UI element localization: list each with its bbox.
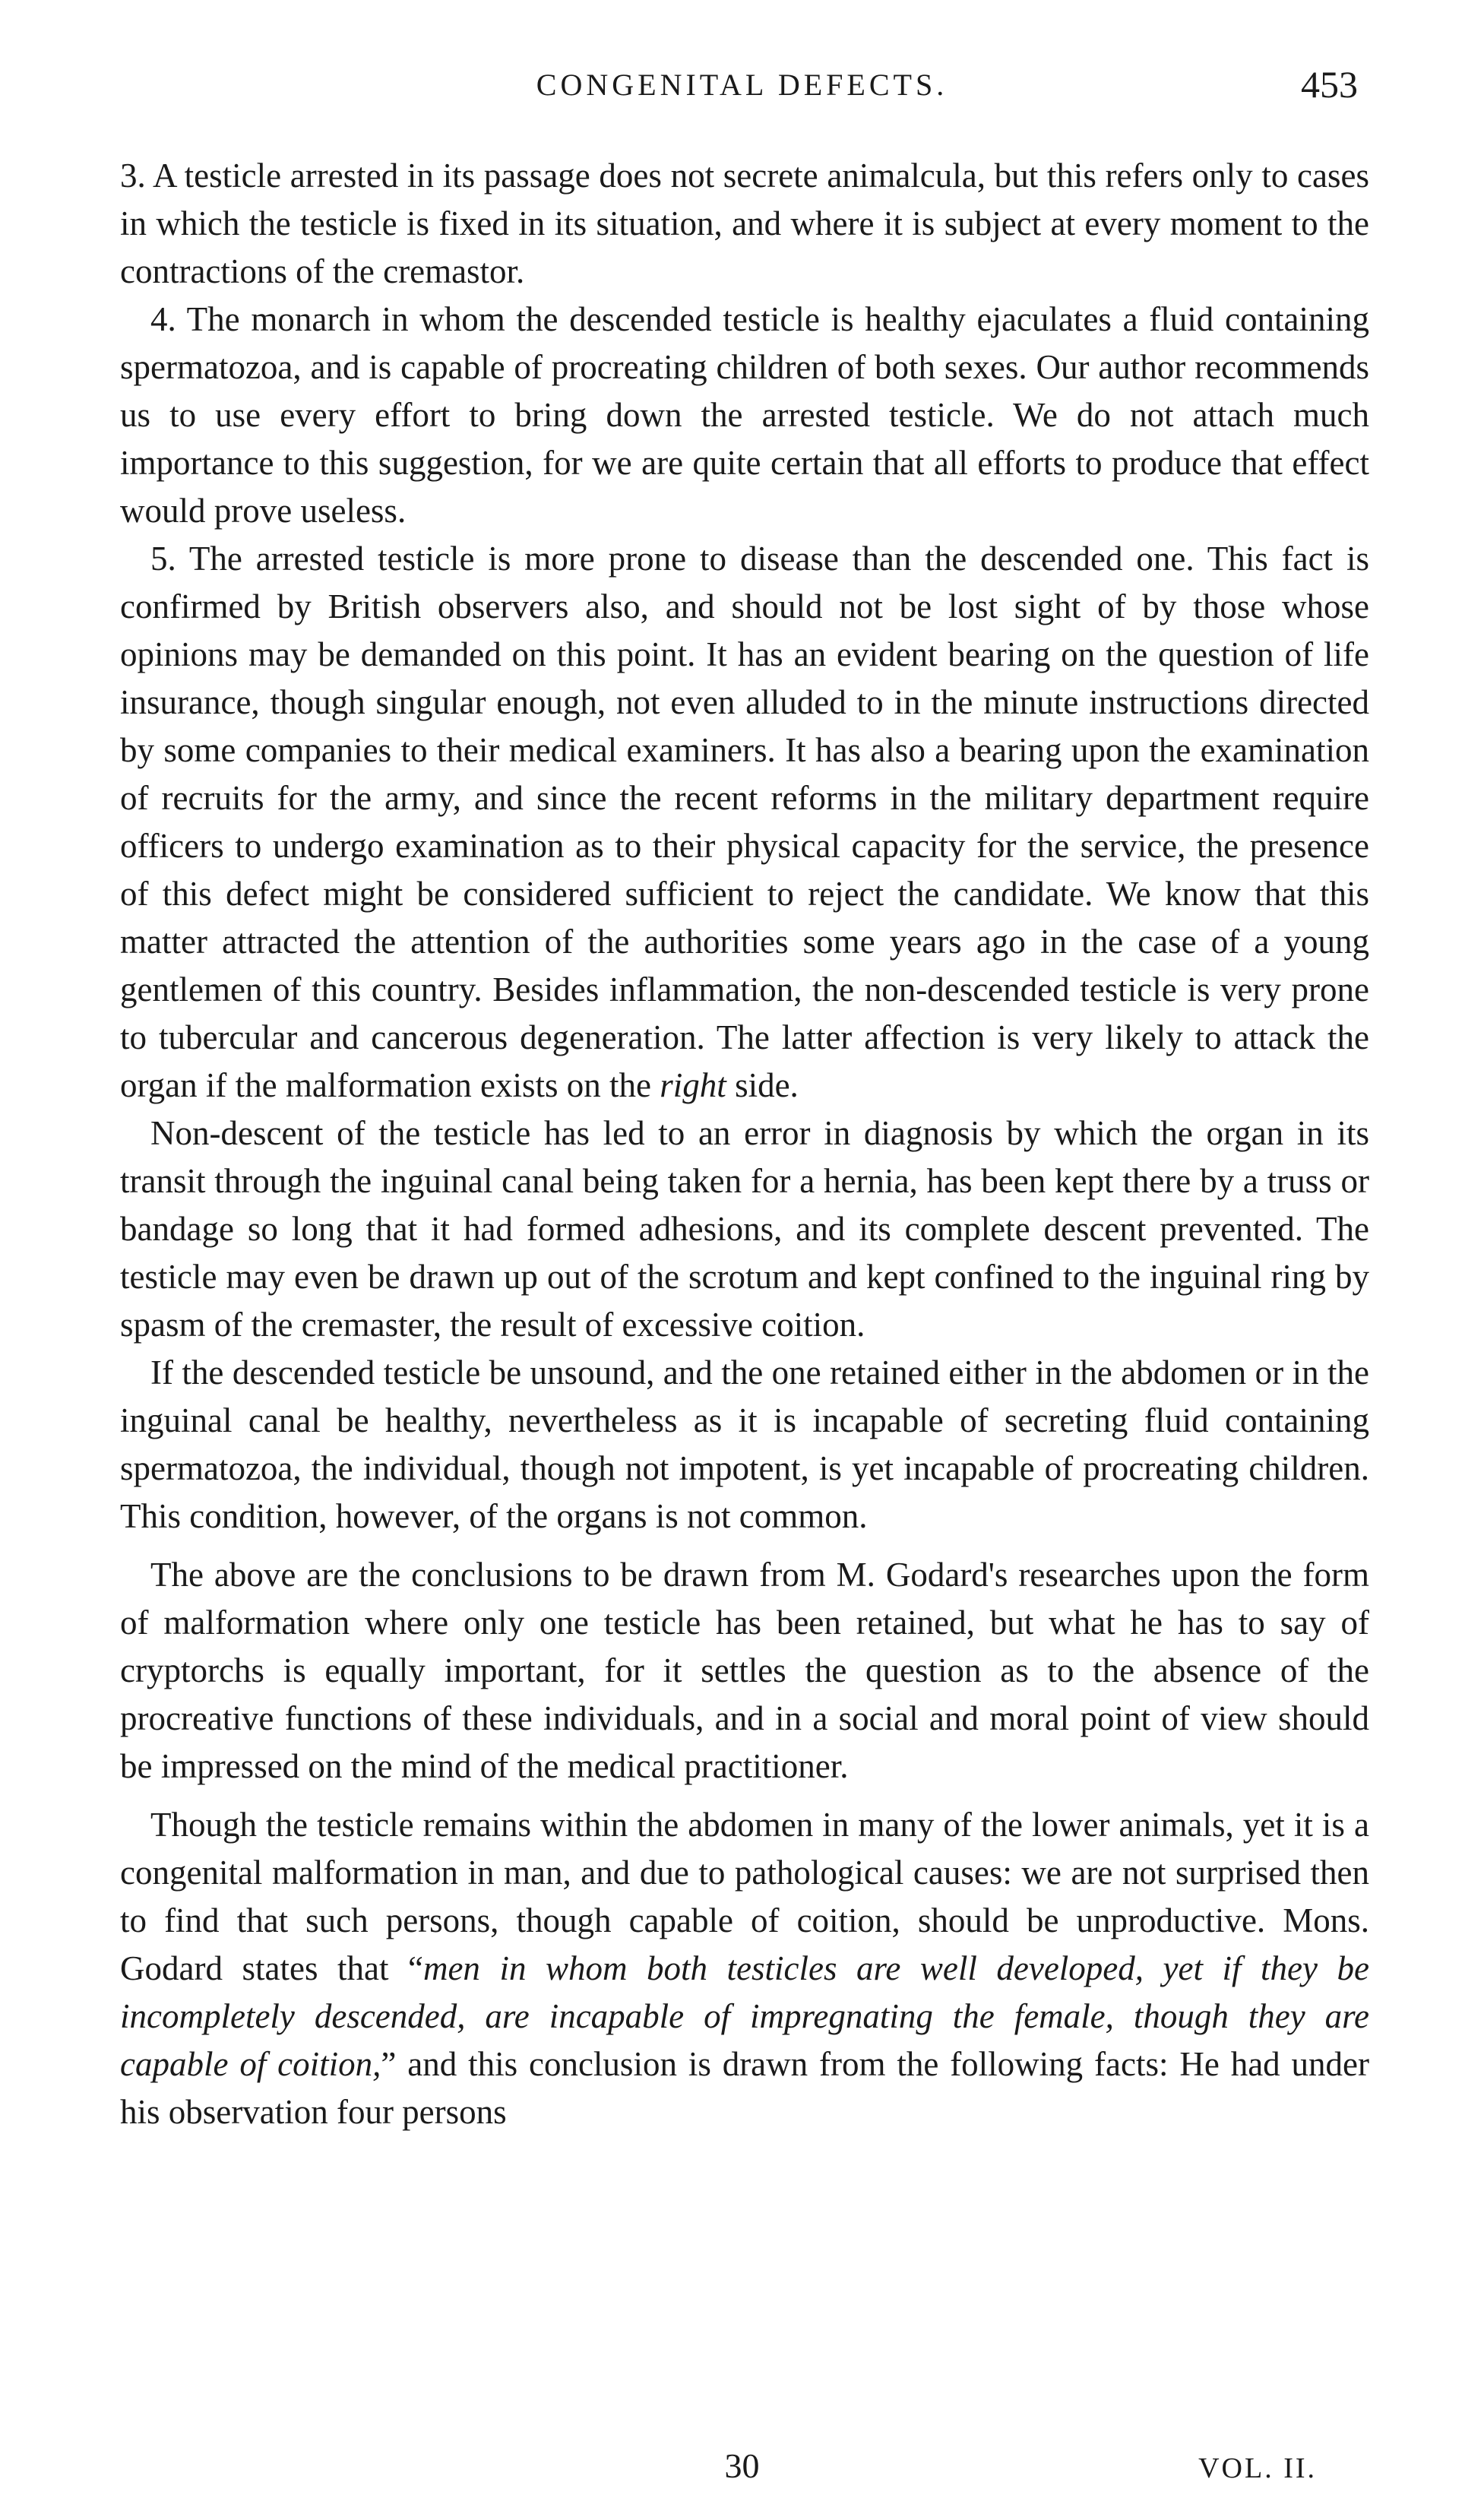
page-body: [120, 152, 1369, 2136]
page-header: [114, 61, 1370, 122]
paragraph-5-tail-post: side.: [735, 1066, 799, 1104]
signature-mark: 30: [724, 2446, 760, 2485]
paragraph-godard-conclusions: The above are the conclusions to be drawn from M. Godard's researches upon the form of malformation where only one testicle has been retained, but what he has to say of cryptorchs is equally important, for it settles the question as to the absence of the procreative functions of these individuals, and in a social and moral point of view should be impressed on the mind of the medical practitioner.: [120, 1556, 1369, 1785]
paragraph-5: [120, 535, 1369, 1110]
paragraph-unsound-testicle: If the descended testicle be unsound, and the one retained either in the abdomen or in the inguinal canal be healthy, nevertheless as it is incapable of secreting fluid containing spermatozoa, the individual, though not impotent, is yet incapable of procreating children. This condition, however, of the organs is not common.: [120, 1353, 1369, 1535]
paragraph-though: [120, 1801, 1369, 2136]
paragraph-3: 3. A testicle arrested in its passage does not secrete animalcula, but this refers only to cases in which the testicle is fixed in its situation, and where it is subject at every moment to the contractions of the cremastor.: [120, 157, 1369, 290]
volume-label: VOL. II.: [1198, 2452, 1317, 2484]
running-title: CONGENITAL DEFECTS.: [536, 68, 948, 102]
page-footer: [114, 2446, 1370, 2491]
paragraph-5-text: 5. The arrested testicle is more prone to disease than the descended one. This fact is confirmed by British observers also, and should not be lost sight of by those whose opinions may be demanded on this point. It has an evident bearing on the question of life insurance, though singular enough, not even alluded to in the minute instructions directed by some companies to their medical examiners. It has also a bearing upon the examination of recruits for the army, and since the recent reforms in the military department require officers to undergo examination as to their physical capacity for the service, the presence of this defect might be considered sufficient to reject the candidate. We know that this matter attracted the attention of the authorities some years ago in the case of a young gentlemen of this country. Besides inflammation, the non-descended testicle is very prone to tubercular and cancerous degeneration. The latter affection is very likely to attack the organ if the malformation exists on: [120, 540, 1369, 1104]
paragraph-non-descent: Non-descent of the testicle has led to an error in diagnosis by which the organ in its transit through the inguinal canal being taken for a hernia, has been kept there by a truss or bandage so long that it had formed adhesions, and its complete descent prevented. The testicle may even be drawn up out of the scrotum and kept confined to the inguinal ring by spasm of the cremaster, the result of excessive coition.: [120, 1114, 1369, 1344]
paragraph-5-tail-pre: the: [609, 1066, 652, 1104]
paragraph-4: 4. The monarch in whom the descended testicle is healthy ejaculates a fluid containing spermatozoa, and is capable of procreating children of both sexes. Our author recommends us to use every effort to bring down the arrested testicle. We do not attach much importance to this suggestion, for we are quite certain that all efforts to produce that effect would prove useless.: [120, 300, 1369, 530]
paragraph-though-quote: men in whom both testicles are well developed, yet if they be incompletely descended, are incapable of impregnating the female, though they are capable of coition,: [120, 1949, 1369, 2083]
page-number: 453: [1301, 63, 1358, 106]
paragraph-though-start: Though the testicle remains within the abdomen in many of the lower animals, yet it is a congenital malformation in man, and due to pathological causes: we are not surprised then to find that such persons, though capable of coition, should be unproductive. Mons. Godard states that “: [120, 1806, 1369, 1987]
paragraph-though-end: ” and this conclusion is drawn from the following facts: He had under his observation four persons: [120, 2045, 1370, 2131]
paragraph-5-tail-italic: right: [660, 1066, 726, 1104]
